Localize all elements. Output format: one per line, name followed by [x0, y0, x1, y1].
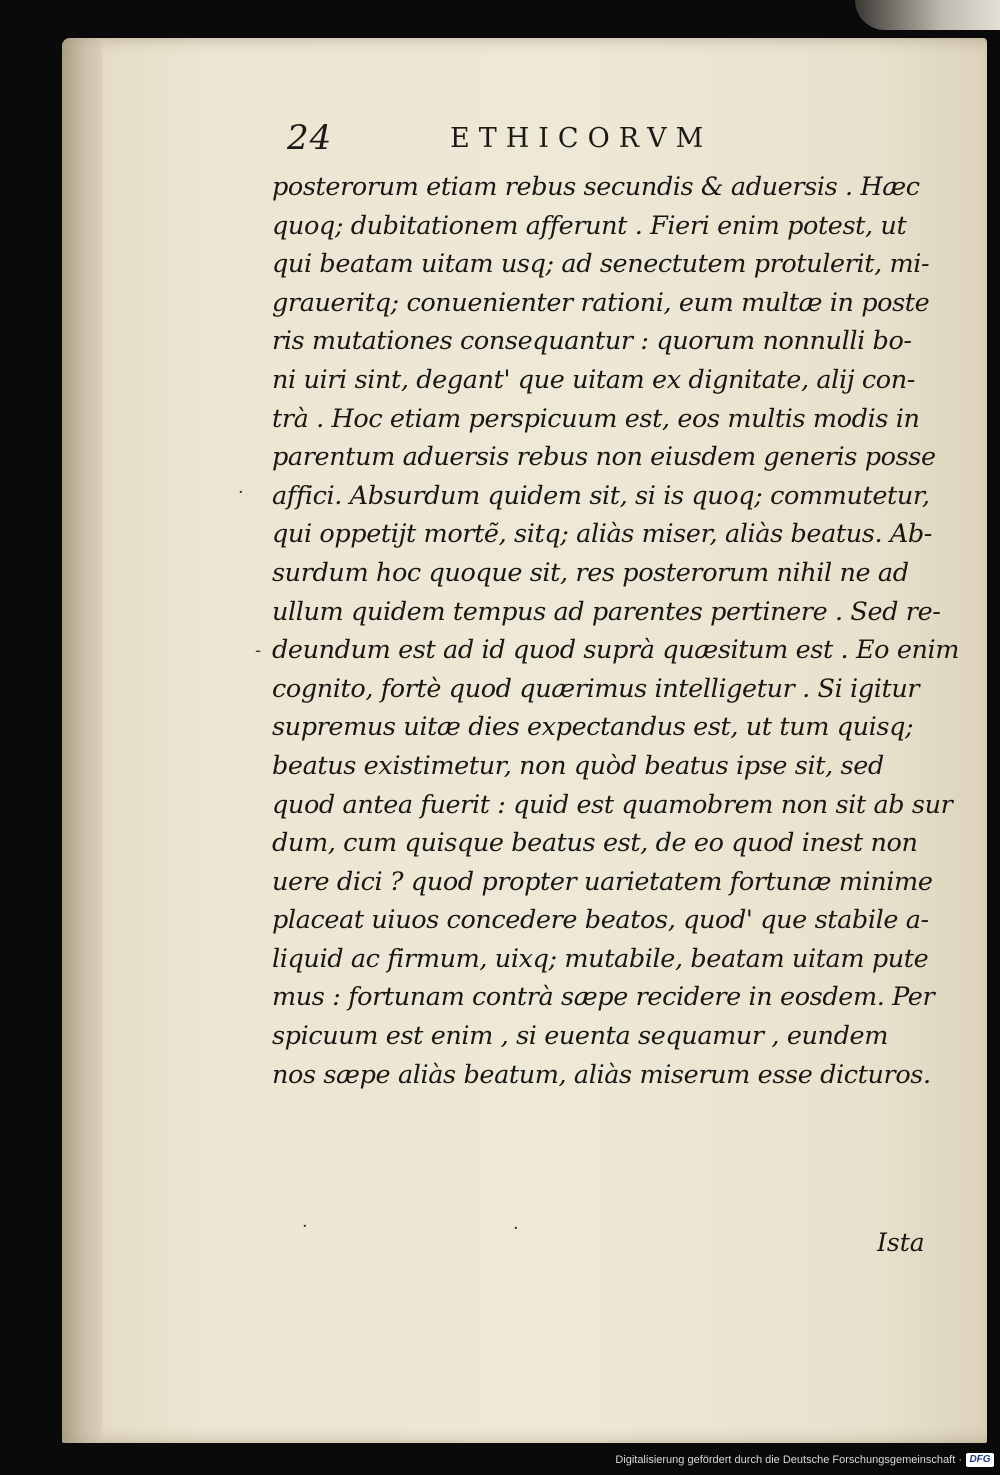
text-line: qui oppetijt mortẽ, sitq; aliàs miser, aliàs beatus. Ab- — [272, 519, 933, 550]
margin-mark-dash: - — [255, 640, 262, 661]
text-line: posterorum etiam rebus secundis & aduersis . Hæc — [272, 172, 920, 202]
funding-credit: Digitalisierung gefördert durch die Deutsche Forschungsgemeinschaft · — [615, 1454, 962, 1466]
text-line: supremus uitæ dies expectandus est, ut tum quisq; — [272, 712, 914, 743]
text-line: trà . Hoc etiam perspicuum est, eos multis modis in — [272, 403, 920, 434]
running-title: ETHICORVM — [450, 123, 713, 154]
footer-bar — [0, 1450, 1000, 1475]
catchword: Ista — [877, 1228, 925, 1257]
text-line: qui beatam uitam usq; ad senectutem protulerit, mi- — [272, 249, 930, 280]
text-line: graueritq; conuenienter rationi, eum multæ in poste — [272, 287, 930, 318]
text-line: quoq; dubitationem afferunt . Fieri enim potest, ut — [272, 210, 907, 241]
text-line: affici. Absurdum quidem sit, si is quoq; commutetur, — [272, 480, 930, 511]
text-line: nos sæpe aliàs beatum, aliàs miserum esse dicturos. — [272, 1059, 931, 1090]
page-number: 24 — [287, 118, 333, 158]
text-line: parentum aduersis rebus non eiusdem generis posse — [272, 442, 936, 473]
text-line: ullum quidem tempus ad parentes pertinere . Sed re- — [272, 596, 941, 627]
text-line: deundum est ad id quod suprà quæsitum est . Eo enim — [272, 635, 960, 666]
dfg-logo-icon: DFG — [966, 1453, 994, 1467]
text-line: beatus existimetur, non quòd beatus ipse sit, sed — [272, 750, 884, 781]
text-line: spicuum est enim , si euenta sequamur , eundem — [272, 1021, 888, 1052]
text-line: ris mutationes consequantur : quorum nonnulli bo- — [272, 326, 912, 357]
adjacent-page-edge — [855, 0, 1000, 30]
text-line: liquid ac firmum, uixq; mutabile, beatam uitam pute — [272, 943, 929, 974]
margin-dot: · — [238, 482, 244, 503]
body-text — [272, 168, 960, 1094]
text-line: quod antea fuerit : quid est quamobrem non sit ab sur — [272, 789, 953, 820]
text-line: surdum hoc quoque sit, res posterorum nihil ne ad — [272, 557, 909, 588]
text-line: placeat uiuos concedere beatos, quod' que stabile a- — [272, 905, 929, 936]
margin-dot: · — [302, 1216, 308, 1237]
page-binding-shadow — [62, 38, 102, 1443]
text-line: cognito, fortè quod quærimus intelligetur . Si igitur — [272, 673, 920, 704]
margin-dot: · — [513, 1218, 519, 1239]
text-line: uere dici ? quod propter uarietatem fortunæ minime — [272, 866, 933, 897]
text-line: ni uiri sint, degant' que uitam ex dignitate, alij con- — [272, 364, 915, 395]
text-line: mus : fortunam contrà sæpe recidere in eosdem. Per — [272, 982, 935, 1013]
text-line: dum, cum quisque beatus est, de eo quod inest non — [272, 828, 918, 859]
